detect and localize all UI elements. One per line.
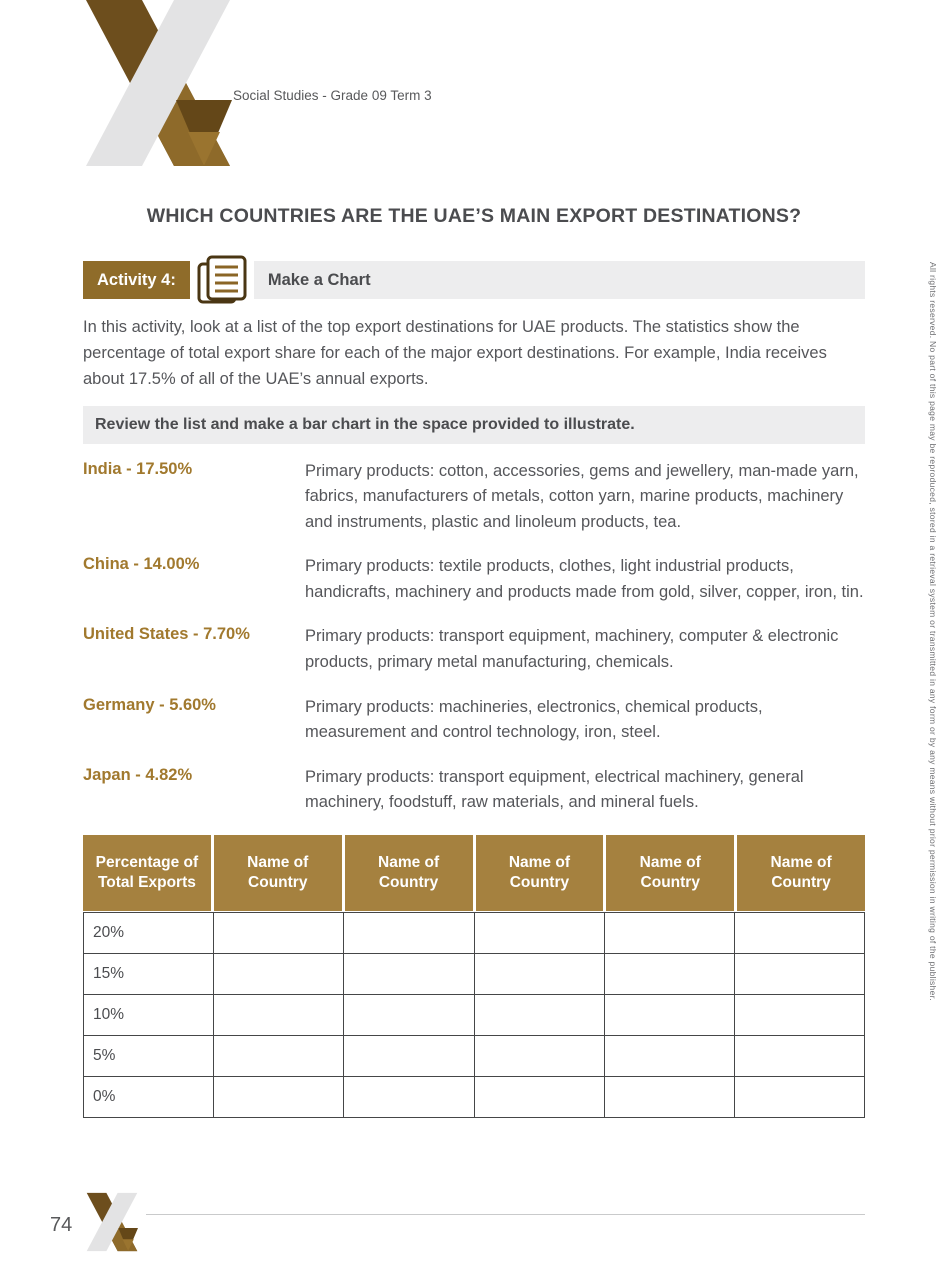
destination-country: Germany - 5.60% bbox=[83, 695, 216, 714]
table-header-cell: Name of Country bbox=[737, 835, 865, 911]
destination-country: China - 14.00% bbox=[83, 555, 200, 574]
table-header-cell: Name of Country bbox=[345, 835, 473, 911]
destination-list bbox=[83, 459, 865, 816]
axis-label-cell: 15% bbox=[84, 954, 214, 995]
chart-grid-cell[interactable] bbox=[605, 995, 735, 1036]
list-item bbox=[83, 695, 865, 746]
table-header-cell: Name of Country bbox=[214, 835, 342, 911]
chart-grid-cell[interactable] bbox=[344, 954, 474, 995]
chart-grid-cell[interactable] bbox=[214, 995, 344, 1036]
chart-grid-cell[interactable] bbox=[214, 954, 344, 995]
activity-title: Make a Chart bbox=[267, 270, 371, 289]
copyright-side-note: All rights reserved. No part of this page may be reproduced, stored in a retrieval system or transmitted in any form or by any means without prior permission in writing of the publisher. bbox=[928, 262, 938, 1001]
destination-description: Primary products: transport equipment, electrical machinery, general machinery, foodstuff, raw materials, and mineral fuels. bbox=[305, 767, 804, 812]
chart-grid-cell[interactable] bbox=[214, 1077, 344, 1118]
chart-grid-cell[interactable] bbox=[344, 1036, 474, 1077]
chart-grid-cell[interactable] bbox=[735, 1036, 865, 1077]
intro-paragraph: In this activity, look at a list of the top export destinations for UAE products. The statistics show the percentage of total export share for each of the major export destinations. For example, India receives about 17.5% of all of the UAE’s annual exports. bbox=[83, 318, 827, 388]
table-header-cell: Name of Country bbox=[476, 835, 604, 911]
chart-grid-cell[interactable] bbox=[475, 995, 605, 1036]
chart-grid-cell[interactable] bbox=[344, 1077, 474, 1118]
chart-grid-cell[interactable] bbox=[735, 995, 865, 1036]
chart-grid-cell[interactable] bbox=[344, 913, 474, 954]
page-content bbox=[83, 0, 865, 1118]
destination-description: Primary products: cotton, accessories, gems and jewellery, man-made yarn, fabrics, manufacturers of metals, cotton yarn, marine products, machinery and instruments, plastic and linoleum products, tea. bbox=[305, 461, 859, 531]
chart-grid-cell[interactable] bbox=[605, 1036, 735, 1077]
list-item bbox=[83, 624, 865, 675]
chart-grid-cell[interactable] bbox=[475, 1077, 605, 1118]
footer-brand-logo-icon bbox=[86, 1192, 138, 1252]
chart-grid-cell[interactable] bbox=[605, 913, 735, 954]
table-header-cell: Name of Country bbox=[606, 835, 734, 911]
destination-country: Japan - 4.82% bbox=[83, 765, 193, 784]
chart-grid-cell[interactable] bbox=[214, 913, 344, 954]
chart-grid-cell[interactable] bbox=[344, 995, 474, 1036]
page-number: 74 bbox=[50, 1214, 73, 1236]
activity-header bbox=[83, 261, 865, 299]
instruction-bar: Review the list and make a bar chart in the space provided to illustrate. bbox=[83, 406, 865, 444]
chart-grid-cell[interactable] bbox=[735, 1077, 865, 1118]
list-item bbox=[83, 459, 865, 536]
chart-grid-cell[interactable] bbox=[475, 954, 605, 995]
destination-country: India - 17.50% bbox=[83, 459, 193, 478]
header-course-label: Social Studies - Grade 09 Term 3 bbox=[233, 88, 432, 103]
chart-grid-cell[interactable] bbox=[735, 954, 865, 995]
list-item bbox=[83, 554, 865, 605]
page-title: WHICH COUNTRIES ARE THE UAE’S MAIN EXPORT DESTINATIONS? bbox=[146, 205, 802, 227]
chart-grid-cell[interactable] bbox=[735, 913, 865, 954]
axis-label-cell: 20% bbox=[84, 913, 214, 954]
chart-grid-cell[interactable] bbox=[605, 1077, 735, 1118]
footer-divider bbox=[146, 1214, 865, 1215]
axis-label-cell: 5% bbox=[84, 1036, 214, 1077]
chart-grid-cell[interactable] bbox=[475, 1036, 605, 1077]
chart-grid-cell[interactable] bbox=[214, 1036, 344, 1077]
bar-chart-table bbox=[83, 835, 865, 1118]
list-item bbox=[83, 765, 865, 816]
table-body bbox=[83, 912, 865, 1118]
chart-grid-cell[interactable] bbox=[475, 913, 605, 954]
document-lines-icon bbox=[190, 254, 254, 306]
axis-label-cell: 0% bbox=[84, 1077, 214, 1118]
table-header-row bbox=[83, 835, 865, 911]
destination-description: Primary products: transport equipment, machinery, computer & electronic products, primary metal manufacturing, chemicals. bbox=[305, 627, 839, 672]
destination-country: United States - 7.70% bbox=[83, 625, 250, 644]
activity-title-bar bbox=[254, 261, 865, 299]
destination-description: Primary products: machineries, electronics, chemical products, measurement and control technology, iron, steel. bbox=[305, 697, 763, 742]
destination-description: Primary products: textile products, clothes, light industrial products, handicrafts, machinery and products made from gold, silver, copper, iron, tin. bbox=[305, 557, 864, 601]
table-header-cell: Percentage of Total Exports bbox=[83, 835, 211, 911]
axis-label-cell: 10% bbox=[84, 995, 214, 1036]
activity-badge: Activity 4: bbox=[83, 261, 190, 299]
chart-grid-cell[interactable] bbox=[605, 954, 735, 995]
